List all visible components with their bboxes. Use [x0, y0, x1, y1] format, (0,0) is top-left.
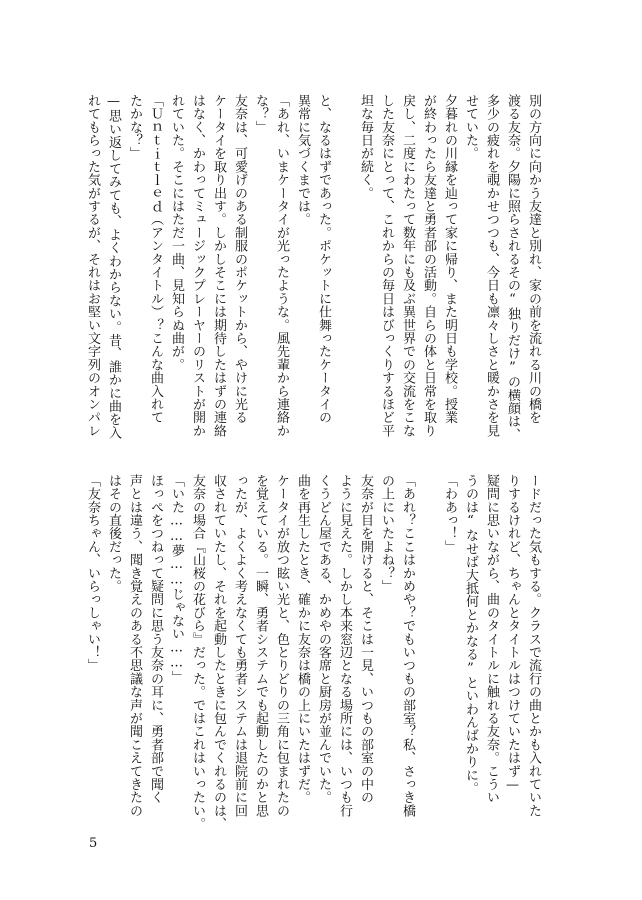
- text-line: 「Ｕｎｔｉｔｌｅｄ（アンタイトル）？こんな曲入れて: [148, 94, 163, 424]
- text-line: りするけれど、ちゃんとタイトルはつけていたはず—: [505, 474, 520, 793]
- text-line: くうどん屋である、かめやの客席と厨房が並んでいた。: [316, 474, 331, 804]
- text-line: 友奈の場合『山桜の花びら』だった。ではこれはいったい。: [190, 474, 205, 831]
- text-line: した友奈にとって、これからの毎日はびっくりするほど平: [379, 94, 394, 438]
- text-line: 「友奈ちゃん、いらっしゃい！」: [85, 474, 100, 672]
- text-line: れてもらった気がするが、それはお堅い文字列のオンパレ: [85, 94, 100, 438]
- text-line: 別の方向に向かう友達と別れ、家の前を流れる川の橋を: [526, 94, 541, 424]
- text-line: と、なるはずであった。ポケットに仕舞ったケータイの: [316, 94, 331, 424]
- text-line: 友奈は、可愛げのある制服のポケットから、やけに光る: [232, 94, 247, 424]
- text-line: 多少の疲れを覗かせつつも、今日も凛々しさと暖かさを見: [484, 94, 499, 438]
- text-line: 夕暮れの川縁を辿って家に帰り、また明日も学校。授業: [442, 94, 457, 424]
- text-line: 戻し、二度にわたって数年にも及ぶ異世界での交流をこな: [400, 94, 415, 438]
- text-line: 友奈が目を開けると、そこは一見、いつもの部室の中の: [358, 474, 373, 804]
- text-line: ほっぺをつねって疑問に思う友奈の耳に、勇者部で聞く: [148, 474, 163, 804]
- page-number: 5: [89, 836, 98, 851]
- text-line: 「あれ、いまケータイが光ったような。風先輩から連絡か: [274, 94, 289, 438]
- text-line: 収されていたし、それを起動したときに包んでくれるのは、: [211, 474, 226, 831]
- text-line: せていた。: [463, 94, 478, 160]
- text-line: [334, 94, 355, 454]
- text-line: たかな？」: [127, 94, 142, 160]
- text-line: 「いた……夢……じゃない……」: [169, 474, 184, 684]
- text-line: はその直後だった。: [106, 474, 121, 593]
- text-line: ケータイを取り出す。しかしそこには期待したはずの連絡: [211, 94, 226, 438]
- text-block-bottom: [74, 474, 544, 834]
- text-line: 疑問に思いながら、曲のタイトルに触れる友奈。こうい: [484, 474, 499, 804]
- text-line: 坦な毎日が続く。: [358, 94, 373, 200]
- text-line: 渡る友奈。夕陽に照らされるその“独りだけ”の横顔は、: [505, 94, 520, 442]
- text-line: ケータイが放つ眩い光と、色とりどりの三角に包まれたの: [274, 474, 289, 818]
- text-line: の上にいたよね？」: [379, 474, 394, 593]
- text-line: を覚えている。一瞬、勇者システムでも起動したのかと思: [253, 474, 268, 818]
- text-line: が終わったら友達と勇者部の活動。自らの体と日常を取り: [421, 94, 436, 438]
- text-line: ように見えた。しかし本来窓辺となる場所には、いつも行: [337, 474, 352, 818]
- text-line: [418, 474, 439, 834]
- text-line: うのは“なせば大抵何とかなる”といわんばかりに。: [463, 474, 478, 795]
- text-line: 曲を再生したとき、確かに友奈は橋の上にいたはずだ。: [295, 474, 310, 804]
- text-line: 「あれ？ここはかめや？でもいつもの部室？私、さっき橋: [400, 474, 415, 818]
- text-line: ードだった気もする。クラスで流行の曲とかも入れていた: [526, 474, 541, 818]
- text-line: 声とは違う、聞き覚えのある不思議な声が聞こえてきたの: [127, 474, 142, 818]
- text-line: 「わあっ！」: [442, 474, 457, 554]
- text-block-top: [74, 94, 544, 454]
- text-line: 異常に気づくまでは。: [295, 94, 310, 226]
- text-line: はなく、かわってミュージックプレーヤーのリストが開か: [190, 94, 205, 438]
- text-line: —思い返してみても、よくわからない。昔、誰かに曲を入: [106, 94, 121, 440]
- text-line: れていた。そこにはただ一曲、見知らぬ曲が。: [169, 94, 184, 372]
- text-line: な？」: [253, 94, 268, 134]
- text-line: ったが、よくよく考えなくても勇者システムは退院前に回: [232, 474, 247, 818]
